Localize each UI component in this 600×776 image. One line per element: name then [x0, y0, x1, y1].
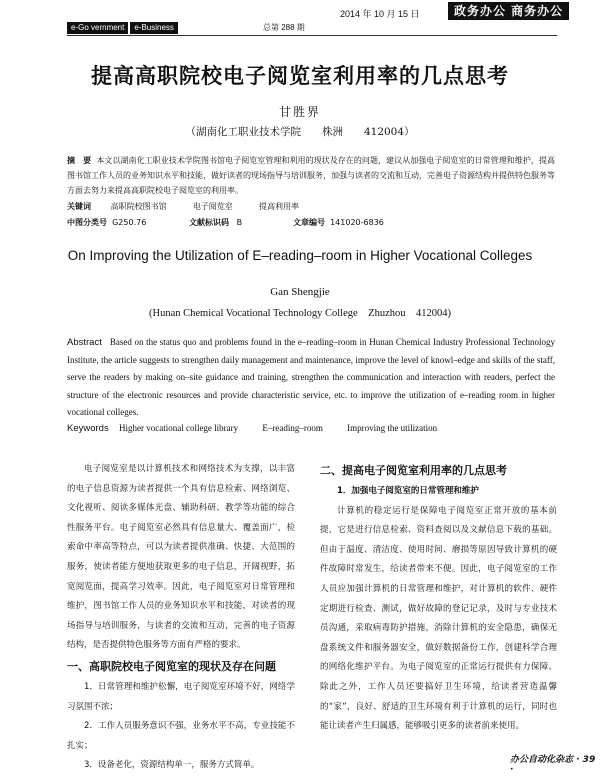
section-heading-2: 二、提高电子阅览室利用率的几点思考 [320, 464, 507, 477]
journal-section-tags [67, 22, 180, 34]
abstract-en [67, 334, 555, 422]
article-no-label: 文章编号 [293, 218, 325, 227]
keyword-en: E–reading–room [262, 423, 323, 433]
keywords-cn [67, 201, 299, 213]
keywords-cn-label: 关键词 [67, 202, 91, 211]
issue-number: 总第 288 期 [263, 23, 305, 32]
publication-date: 2014 年 10 月 15 日 [340, 9, 420, 19]
abstract-cn-label: 摘 要 [67, 156, 92, 165]
affiliation-en: (Hunan Chemical Vocational Technology College Zhuzhou 412004) [149, 308, 451, 319]
subsection-heading-1: 1．加强电子阅览室的日常管理和维护 [337, 486, 479, 496]
header-rule [67, 35, 557, 36]
tag-egovernment: e-Go vernment [67, 22, 128, 34]
abstract-en-text: Based on the status quo and problems found in the e–reading–room in Hunan Chemical Industry Professional Technology Institute, the article suggests to strengthen daily management and maintenance, improve the level of knowl–edge and skills of the staff, serve the readers by making on–site guidance and training, strengthen the communication and interaction with readers, perfect the structure of the electronic resources and provide characteristic service, etc. to improve the utilization of e–reading room in higher vocational colleges. [67, 337, 556, 417]
column-banner: 政务办公 商务办公 [448, 2, 569, 20]
abstract-cn [67, 153, 555, 198]
body-left-column [67, 460, 295, 776]
abstract-en-label: Abstract [67, 337, 102, 348]
problem-item: 2．工作人员服务意识不强，业务水平不高，专业技能不扎实； [67, 721, 295, 751]
keyword-cn: 电子阅览室 [192, 202, 233, 211]
keyword-cn: 提高利用率 [258, 202, 299, 211]
tag-ebusiness: e-Business [130, 22, 178, 34]
keyword-en: Improving the utilization [347, 423, 438, 433]
paper-title-en: On Improving the Utilization of E–reading–room in Higher Vocational Colleges [67, 248, 533, 263]
affiliation-cn: （湖南化工职业技术学院 株洲 412004） [185, 126, 415, 138]
section-heading-1: 一、高职院校电子阅览室的现状及存在问题 [67, 659, 276, 673]
problem-item: 1．日常管理和维护松懈，电子阅览室环境不好，网络学习氛围不浓； [67, 681, 295, 712]
abstract-cn-text: 本文以湖南化工职业技术学院图书馆电子阅览室管理和利用的现状及存在的问题，建议从加强电子阅览室的日常管理和维护，提高图书馆工作人员的业务知识水平和技能，做好读者的现场指导与培训服务，加强与读者的交流和互动，完善电子资源结构并提供特色服务等方面去努力来提高高职院校电子阅览室的利用率。 [67, 156, 556, 195]
maintenance-paragraph: 计算机的稳定运行是保障电子阅览室正常开放的基本前提，它是进行信息检索、资料查阅以及文献信息下载的基础。但由于温度、清洁度、使用时间、磨损等原因导致计算机的硬件故障时常发生，给读者带来不便。因此，电子阅览室的工作人员应加强计算机的日常管理和维护，对计算机的软件、硬件定期进行检查、测试，做好故障的登记记录，及时与专业技术员沟通，采取病毒防护措施，消除计算机的安全隐患，确保无盘系统文件和服务器安全，做好数据备份工作，创建科学合理的网络化维护平台。为电子阅览室的正常运行提供有力保障。除此之外，工作人员还要搞好卫生环境，给读者营造温馨的“家”，良好、舒适的卫生环境有利于计算机的运行，同时也能让读者产生归属感，能够吸引更多的读者前来使用。 [320, 505, 557, 732]
clc-label: 中图分类号 [67, 218, 107, 227]
body-right-column [320, 460, 557, 737]
doc-code-value: B [236, 218, 243, 227]
keyword-en: Higher vocational college library [118, 423, 239, 433]
problem-item: 3．设备老化，资源结构单一，服务方式简单。 [84, 760, 260, 771]
doc-code-label: 文献标识码 [189, 218, 229, 227]
keyword-cn: 高职院校图书馆 [110, 202, 167, 211]
clc-value: G250.76 [112, 218, 147, 227]
intro-paragraph: 电子阅览室是以计算机技术和网络技术为支撑，以丰富的电子信息资源为读者提供一个具有信息检索、网络浏览、文化视听、阅读多媒体光盘、辅助科研、教学等功能的综合性服务平台。电子阅览室必然具有信息量大、覆盖面广，检索命中率高等特点，可以为读者提供准确、快捷、大范围的服务，使读者能方便地获取更多的电子信息，开阔视野，拓宽阅览面，提高学习效率。因此，电子阅览室对日常管理和维护，图书馆工作人员的业务知识水平和技能，对读者的现场指导与培训服务，与读者的交流和互动，完善的电子资源结构，是否提供特色服务等方面有严格的要求。 [67, 464, 295, 651]
author-en: Gan Shengjie [270, 286, 330, 298]
keywords-en-label: Keywords [67, 423, 109, 434]
paper-title-cn: 提高高职院校电子阅览室利用率的几点思考 [91, 64, 509, 88]
author-cn: 甘胜界 [278, 105, 321, 119]
page-footer: 办公自动化杂志 · 39 · [510, 755, 596, 775]
keywords-en [67, 423, 459, 434]
article-no-value: 141020-6836 [330, 218, 384, 227]
